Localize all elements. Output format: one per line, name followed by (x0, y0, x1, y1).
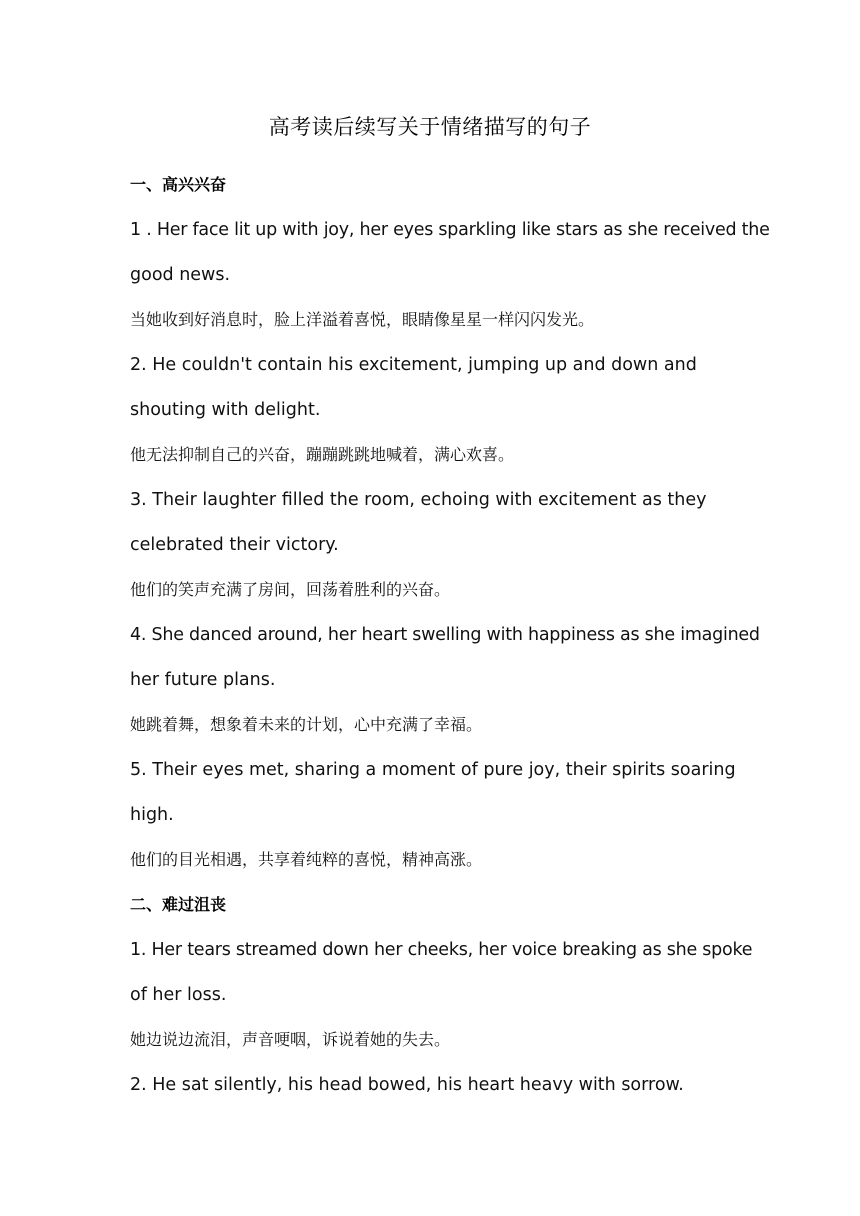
english-sentence-line: 5. Their eyes met, sharing a moment of pure joy, their spirits soaring (130, 760, 736, 780)
english-sentence-line: 3. Their laughter filled the room, echoing with excitement as they (130, 490, 707, 510)
chinese-translation: 他们的目光相遇，共享着纯粹的喜悦，精神高涨。 (130, 850, 483, 869)
chinese-translation: 他们的笑声充满了房间，回荡着胜利的兴奋。 (130, 580, 451, 599)
english-sentence-line: good news. (130, 265, 231, 285)
english-sentence-line: 2. He couldn't contain his excitement, jumping up and down and (130, 355, 697, 375)
english-sentence-line: 1 . Her face lit up with joy, her eyes sparkling like stars as she received the (130, 220, 770, 240)
chinese-translation: 当她收到好消息时，脸上洋溢着喜悦，眼睛像星星一样闪闪发光。 (130, 310, 595, 329)
english-sentence-line: shouting with delight. (130, 400, 321, 420)
document-title: 高考读后续写关于情绪描写的句子 (268, 115, 592, 139)
english-sentence-line: of her loss. (130, 985, 227, 1005)
section-heading: 二、难过沮丧 (130, 895, 227, 914)
document-body (130, 170, 770, 1115)
english-sentence-line: 2. He sat silently, his head bowed, his heart heavy with sorrow. (130, 1075, 684, 1095)
chinese-translation: 她边说边流泪，声音哽咽，诉说着她的失去。 (130, 1030, 451, 1049)
section-heading: 一、高兴兴奋 (130, 175, 227, 194)
english-sentence-line: her future plans. (130, 670, 276, 690)
english-sentence-line: high. (130, 805, 174, 825)
english-sentence-line: 1. Her tears streamed down her cheeks, her voice breaking as she spoke (130, 940, 753, 960)
english-sentence-line: 4. She danced around, her heart swelling with happiness as she imagined (130, 625, 760, 645)
english-sentence-line: celebrated their victory. (130, 535, 339, 555)
chinese-translation: 他无法抑制自己的兴奋，蹦蹦跳跳地喊着，满心欢喜。 (130, 445, 515, 464)
chinese-translation: 她跳着舞，想象着未来的计划，心中充满了幸福。 (130, 715, 483, 734)
